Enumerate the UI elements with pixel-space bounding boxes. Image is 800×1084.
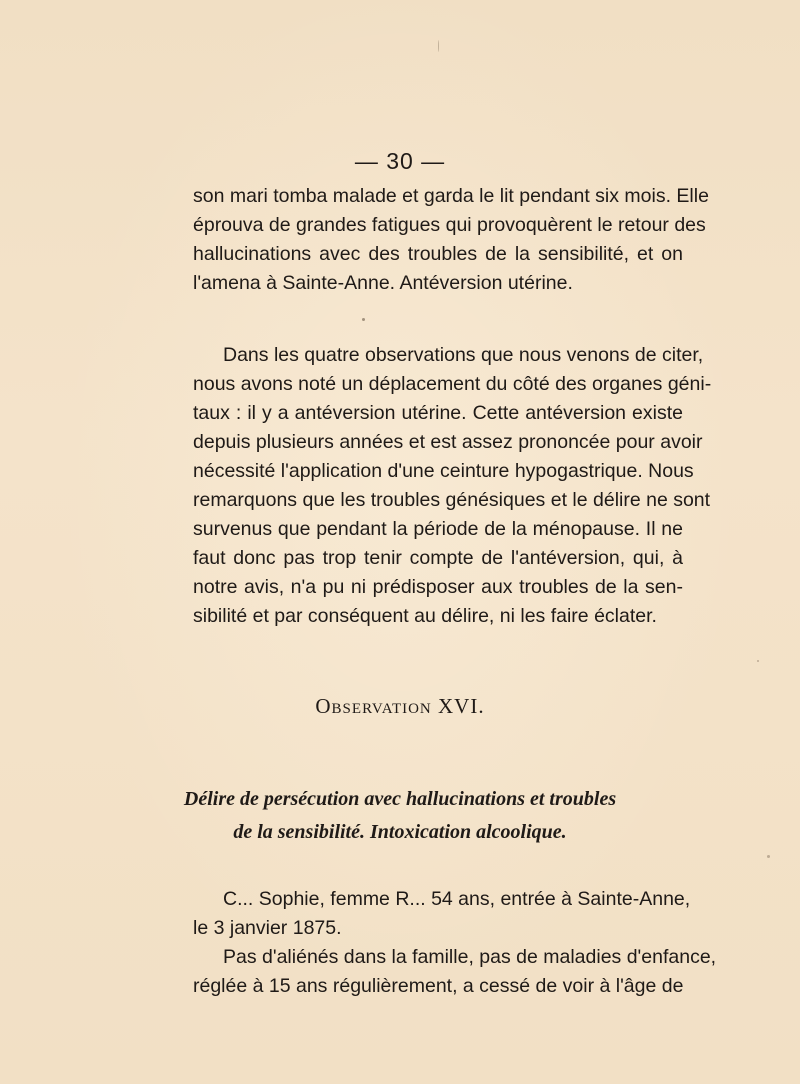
text-line: l'amena à Sainte-Anne. Antéversion utérine.: [193, 272, 573, 294]
text-line: éprouva de grandes fatigues qui provoquèrent le retour des: [193, 214, 706, 236]
subtitle-line: Délire de persécution avec hallucinations et troubles: [183, 788, 617, 810]
text-line: Dans les quatre observations que nous venons de citer,: [223, 344, 704, 366]
text-line: nécessité l'application d'une ceinture hypogastrique. Nous: [193, 460, 694, 482]
text-line: son mari tomba malade et garda le lit pendant six mois. Elle: [193, 185, 709, 207]
text-line: notre avis, n'a pu ni prédisposer aux troubles de la sen-: [193, 576, 683, 598]
paper-speck: [438, 40, 439, 52]
paragraph-2: [193, 341, 712, 631]
text-line: C... Sophie, femme R... 54 ans, entrée à Sainte-Anne,: [223, 888, 691, 910]
text-line: faut donc pas trop tenir compte de l'antéversion, qui, à: [193, 547, 683, 569]
paragraph-1: [193, 182, 709, 298]
subtitle-line: de la sensibilité. Intoxication alcoolique.: [233, 821, 567, 843]
text-line: nous avons noté un déplacement du côté des organes géni-: [193, 373, 712, 395]
text-line: sibilité et par conséquent au délire, ni les faire éclater.: [193, 605, 657, 627]
text-line: hallucinations avec des troubles de la sensibilité, et on: [193, 243, 683, 265]
text-line: Pas d'aliénés dans la famille, pas de maladies d'enfance,: [223, 946, 717, 968]
text-line: depuis plusieurs années et est assez prononcée pour avoir: [193, 431, 703, 453]
text-line: remarquons que les troubles génésiques et le délire ne sont: [193, 489, 711, 511]
observation-number: XVI.: [438, 694, 485, 718]
paper-speck: [767, 855, 770, 858]
text-line: le 3 janvier 1875.: [193, 917, 342, 939]
paper-speck: [757, 660, 759, 662]
text-line: réglée à 15 ans régulièrement, a cessé de voir à l'âge de: [193, 975, 684, 997]
paragraph-3: [193, 885, 691, 943]
observation-label: Observation: [315, 694, 432, 718]
text-line: taux : il y a antéversion utérine. Cette antéversion existe: [193, 402, 683, 424]
text-line: survenus que pendant la période de la ménopause. Il ne: [193, 518, 683, 540]
paragraph-4: [193, 943, 717, 1001]
observation-subtitle: [0, 783, 800, 849]
page-number: — 30 —: [354, 148, 446, 174]
paper-speck: [362, 318, 365, 321]
observation-heading: [0, 694, 800, 719]
